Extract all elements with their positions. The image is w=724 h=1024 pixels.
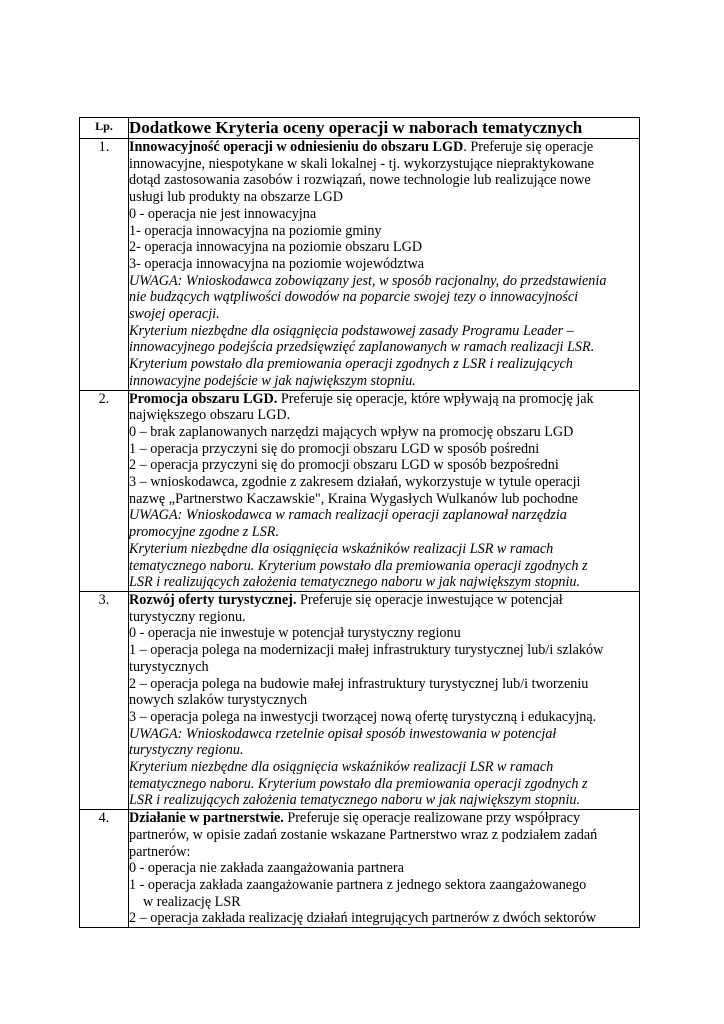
justification-line: Kryterium niezbędne dla osiągnięcia podstawowej zasady Programu Leader – <box>129 322 574 339</box>
score-line: w realizację LSR <box>143 893 241 910</box>
score-line: 0 - operacja nie inwestuje w potencjał turystyczny regionu <box>129 625 461 642</box>
score-line: 0 - operacja nie zakłada zaangażowania partnera <box>129 860 404 877</box>
criterion-title: Działanie w partnerstwie. <box>129 810 284 827</box>
table-row <box>80 390 640 591</box>
justification-line: Kryterium powstało dla premiowania operacji zgodnych z LSR i realizujących <box>129 356 573 373</box>
criteria-table <box>79 117 640 928</box>
text-line: Rozwój oferty turystycznej. Preferuje się operacje inwestujące w potencjał <box>129 591 563 608</box>
text-line: partnerów, w opisie zadań zostanie wskazane Partnerstwo wraz z podziałem zadań <box>129 826 598 843</box>
table-row <box>80 139 640 391</box>
row-content <box>129 591 640 809</box>
justification-line: LSR i realizujących założenia tematycznego naboru w jak największym stopniu. <box>129 574 581 591</box>
score-line: 3 – operacja polega na inwestycji tworzącej nową ofertę turystyczną i edukacyjną. <box>129 708 597 725</box>
row-number: 3. <box>80 591 129 809</box>
text-line: usługi lub produkty na obszarze LGD <box>129 189 343 206</box>
score-line: 1- operacja innowacyjna na poziomie gminy <box>129 222 382 239</box>
text-line: dotąd zastosowania zasobów i rozwiązań, nowe technologie lub realizujące nowe <box>129 172 591 189</box>
score-line: 0 - operacja nie jest innowacyjna <box>129 205 317 222</box>
justification-line: innowacyjnego podejścia przedsięwzięć zaplanowanych w ramach realizacji LSR. <box>129 339 595 356</box>
table-title: Dodatkowe Kryteria oceny operacji w naborach tematycznych <box>129 118 640 139</box>
note-line: swojej operacji. <box>129 306 220 323</box>
note-line: UWAGA: Wnioskodawca w ramach realizacji operacji zaplanował narzędzia <box>129 507 567 524</box>
table-header-row <box>80 118 640 139</box>
score-line: 1 – operacja przyczyni się do promocji obszaru LGD w sposób pośredni <box>129 440 540 457</box>
score-line: 2 – operacja polega na budowie małej infrastruktury turystycznej lub/i tworzeniu <box>129 675 589 692</box>
score-line: 1 – operacja polega na modernizacji małej infrastruktury turystycznej lub/i szlaków <box>129 642 604 659</box>
score-line: 1 - operacja zakłada zaangażowanie partnera z jednego sektora zaangażowanego <box>129 876 587 893</box>
text-line: turystyczny regionu. <box>129 608 246 625</box>
score-line: 2- operacja innowacyjna na poziomie obszaru LGD <box>129 239 423 256</box>
score-line: nowych szlaków turystycznych <box>129 692 308 709</box>
text-line: największego obszaru LGD. <box>129 407 291 424</box>
row-content <box>129 139 640 391</box>
score-line: 0 – brak zaplanowanych narzędzi mających wpływ na promocję obszaru LGD <box>129 423 574 440</box>
note-line: UWAGA: Wnioskodawca rzetelnie opisał sposób inwestowania w potencjał <box>129 725 557 742</box>
lp-header: Lp. <box>80 118 129 139</box>
text-line: Innowacyjność operacji w odniesieniu do obszaru LGD. Preferuje się operacje <box>129 139 594 155</box>
criterion-title: Innowacyjność operacji w odniesieniu do obszaru LGD <box>129 139 464 155</box>
note-line: UWAGA: Wnioskodawca zobowiązany jest, w sposób racjonalny, do przedstawienia <box>129 272 607 289</box>
note-line: promocyjne zgodne z LSR. <box>129 524 280 541</box>
criterion-title: Promocja obszaru LGD. <box>129 390 278 407</box>
justification-line: tematycznego naboru. Kryterium powstało dla premiowania operacji zgodnych z <box>129 557 588 574</box>
row-content <box>129 390 640 591</box>
criterion-title: Rozwój oferty turystycznej. <box>129 591 297 608</box>
text-line: innowacyjne, niespotykane w skali lokalnej - tj. wykorzystujące niepraktykowane <box>129 155 594 172</box>
score-line: 2 – operacja zakłada realizację działań integrujących partnerów z dwóch sektorów <box>129 910 597 927</box>
score-line: 2 – operacja przyczyni się do promocji obszaru LGD w sposób bezpośredni <box>129 457 559 474</box>
justification-line: LSR i realizujących założenia tematycznego naboru w jak największym stopniu. <box>129 792 581 809</box>
table-row <box>80 810 640 928</box>
justification-line: Kryterium niezbędne dla osiągnięcia wskaźników realizacji LSR w ramach <box>129 759 554 776</box>
text-line: Promocja obszaru LGD. Preferuje się operacje, które wpływają na promocję jak <box>129 390 594 407</box>
note-line: nie budzących wątpliwości dowodów na poparcie swojej tezy o innowacyjności <box>129 289 579 306</box>
score-line: 3- operacja innowacyjna na poziomie województwa <box>129 255 425 272</box>
text-line: partnerów: <box>129 843 191 860</box>
row-number: 2. <box>80 390 129 591</box>
row-content <box>129 810 640 928</box>
row-number: 4. <box>80 810 129 928</box>
justification-line: tematycznego naboru. Kryterium powstało dla premiowania operacji zgodnych z <box>129 775 588 792</box>
justification-line: innowacyjne podejście w jak największym stopniu. <box>129 372 416 389</box>
note-line: turystyczny regionu. <box>129 742 244 759</box>
text-line: Działanie w partnerstwie. Preferuje się operacje realizowane przy współpracy <box>129 810 581 827</box>
table-row <box>80 591 640 809</box>
document-page <box>79 117 640 928</box>
score-line: nazwę „Partnerstwo Kaczawskie", Kraina Wygasłych Wulkanów lub pochodne <box>129 490 579 507</box>
row-number: 1. <box>80 139 129 391</box>
score-line: turystycznych <box>129 658 209 675</box>
score-line: 3 – wnioskodawca, zgodnie z zakresem działań, wykorzystuje w tytule operacji <box>129 474 581 491</box>
justification-line: Kryterium niezbędne dla osiągnięcia wskaźników realizacji LSR w ramach <box>129 540 554 557</box>
